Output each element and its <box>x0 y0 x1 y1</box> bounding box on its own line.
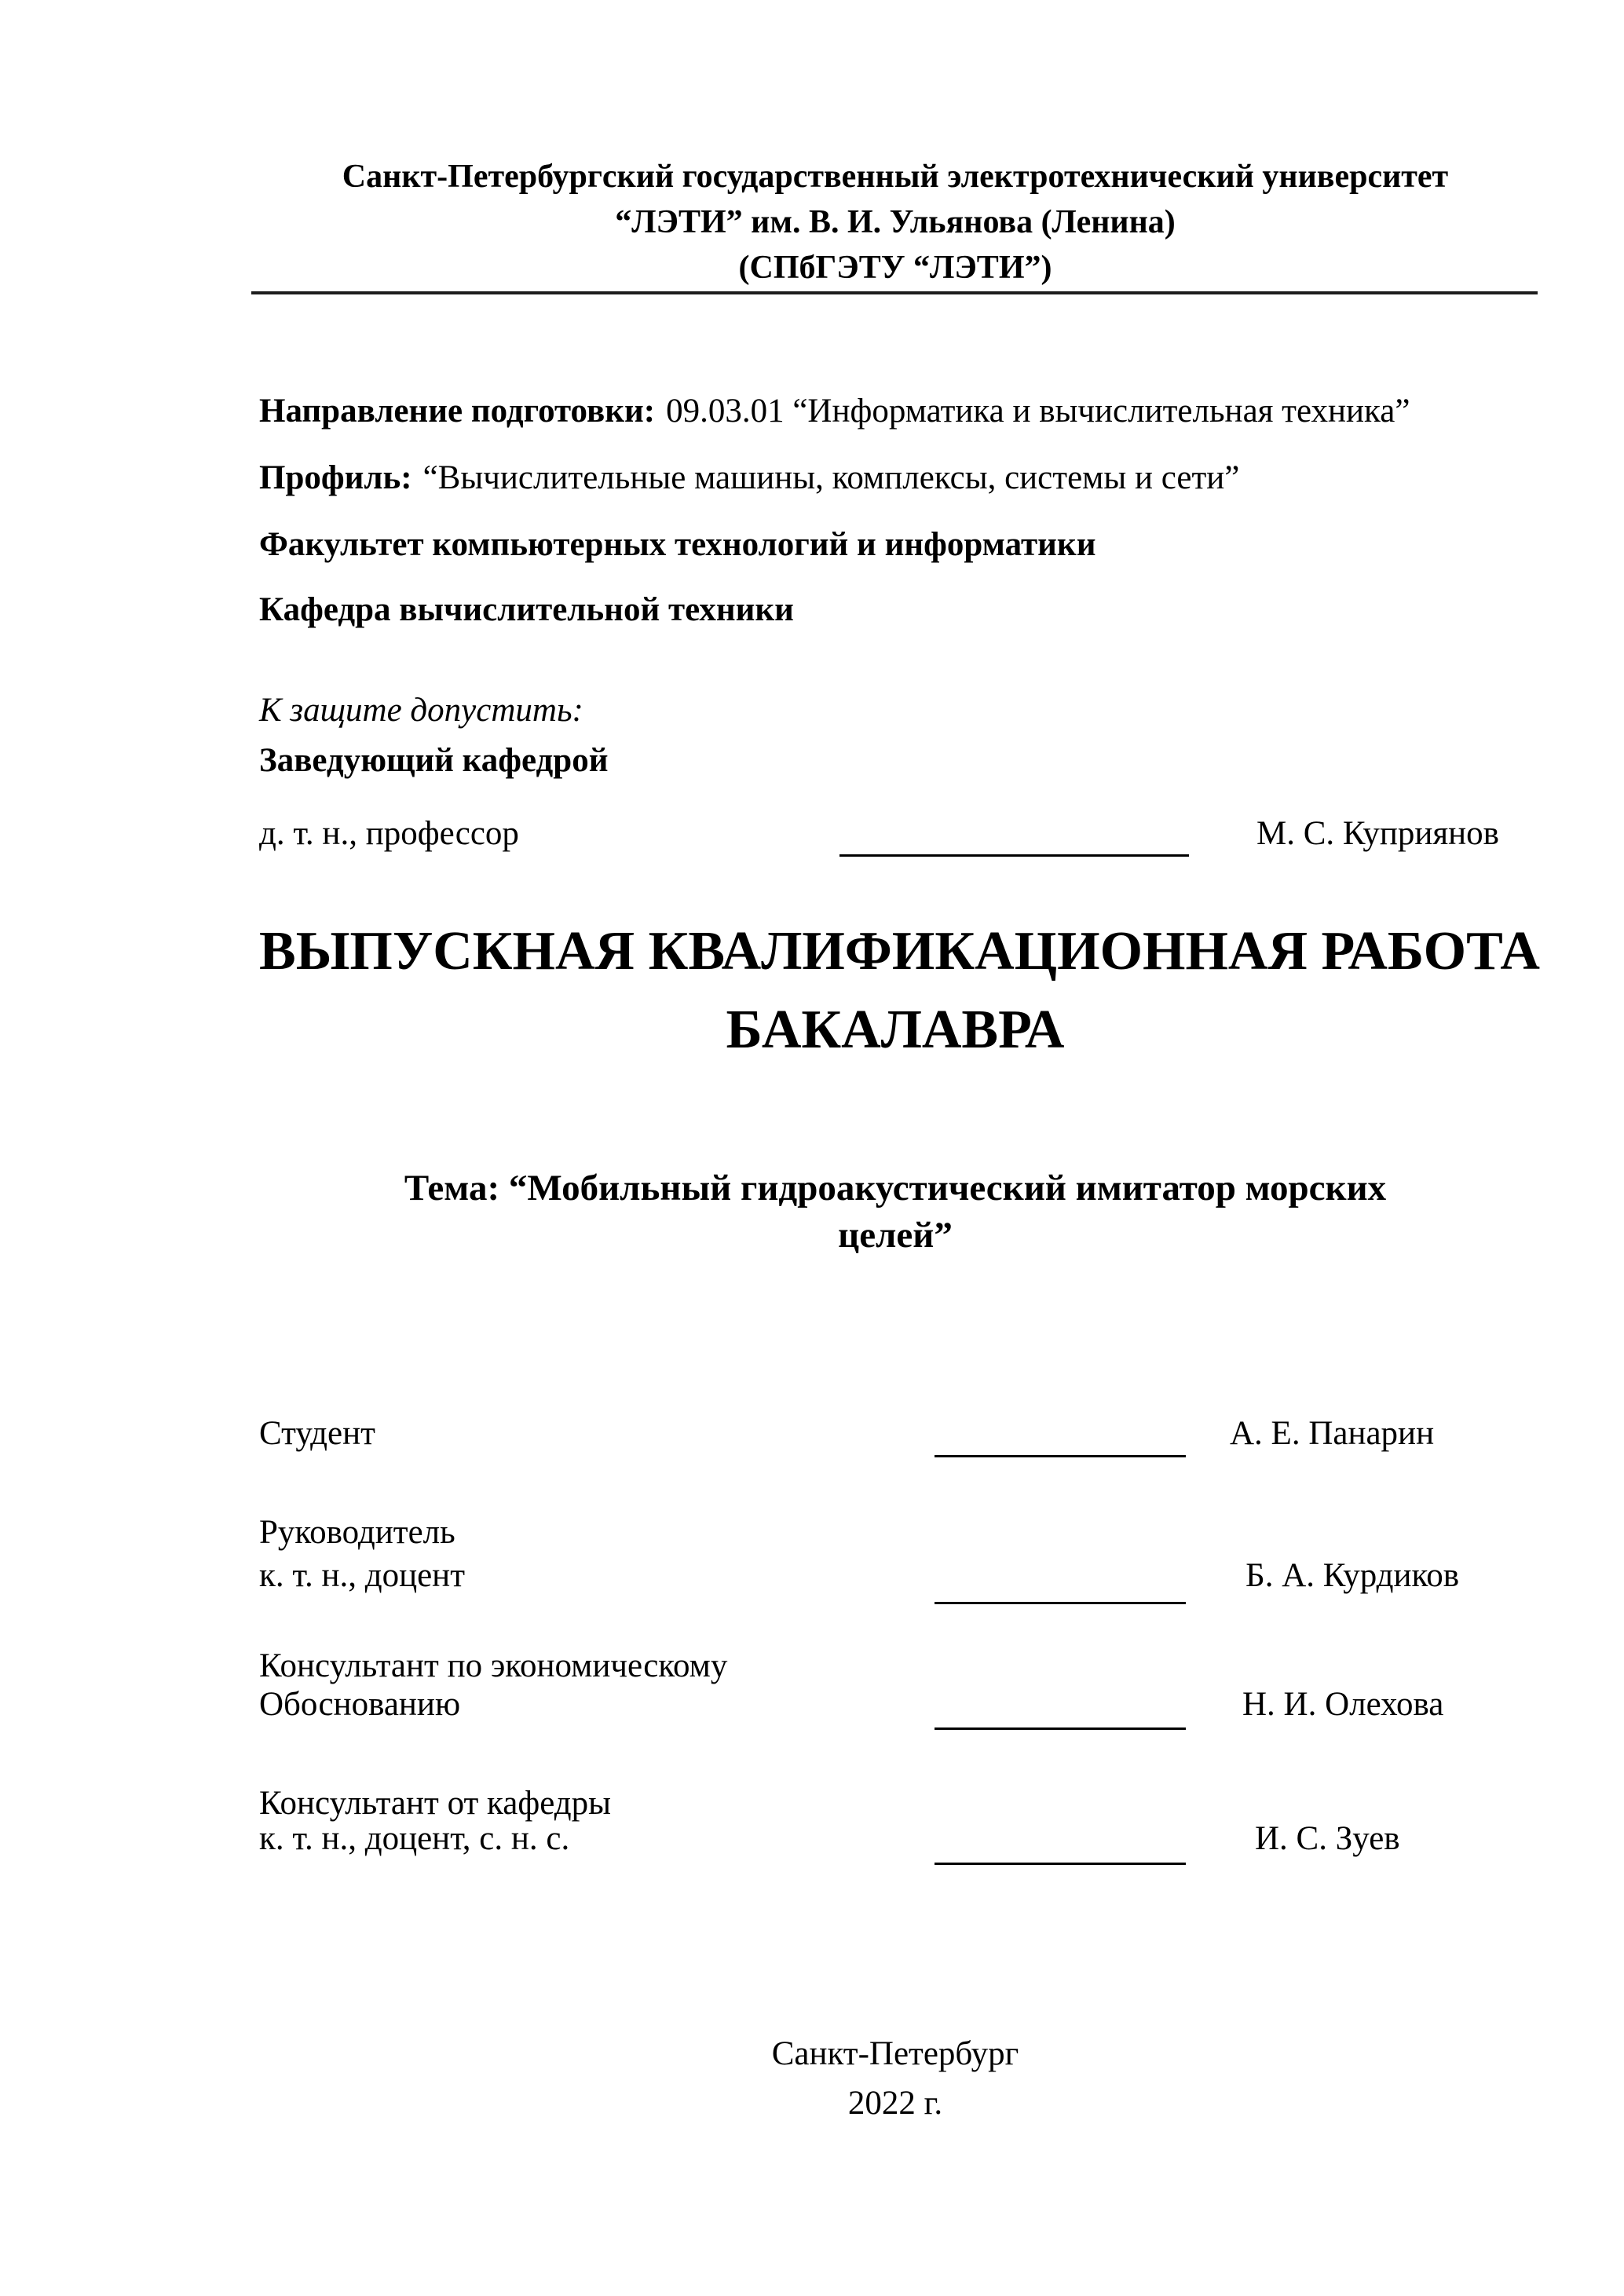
university-abbreviation: (СПбГЭТУ “ЛЭТИ”) <box>738 250 1052 286</box>
dept-consultant-signature-row <box>259 1821 1531 1860</box>
header-rule <box>251 291 1538 294</box>
econ-consultant-qualification: Обоснованию <box>259 1686 461 1723</box>
supervisor-name: Б. А. Курдиков <box>1245 1557 1460 1594</box>
university-name-line2: “ЛЭТИ” им. В. И. Ульянова (Ленина) <box>615 204 1176 240</box>
footer-city: Санкт-Петербург <box>771 2035 1019 2072</box>
direction-line <box>259 393 1531 430</box>
footer-block <box>259 2029 1531 2128</box>
dept-consultant-role: Консультант от кафедры <box>259 1785 612 1822</box>
direction-value: 09.03.01 “Информатика и вычислительная техника” <box>666 393 1410 430</box>
econ-consultant-name: Н. И. Олехова <box>1242 1686 1444 1723</box>
dept-consultant-signature-line <box>935 1863 1186 1865</box>
supervisor-signature-line <box>935 1602 1186 1604</box>
head-position-line: Заведующий кафедрой <box>259 742 609 779</box>
profile-line <box>259 460 1531 496</box>
university-header <box>259 154 1531 291</box>
profile-label: Профиль: <box>259 459 412 496</box>
work-title-line1: ВЫПУСКНАЯ КВАЛИФИКАЦИОННАЯ РАБОТА <box>259 921 1540 982</box>
work-title-line2: БАКАЛАВРА <box>726 1000 1065 1060</box>
head-degree: д. т. н., профессор <box>259 815 519 852</box>
university-name-line1: Санкт-Петербургский государственный электротехнический университет <box>342 159 1449 195</box>
econ-consultant-role: Консультант по экономическому <box>259 1647 728 1684</box>
student-signature-row <box>259 1416 1531 1455</box>
head-signature-row <box>259 816 1531 855</box>
student-signature-line <box>935 1455 1186 1457</box>
econ-consultant-signature-row <box>259 1687 1531 1726</box>
profile-value: “Вычислительные машины, комплексы, системы и сети” <box>422 459 1240 496</box>
head-name: М. С. Куприянов <box>1256 815 1499 852</box>
department-line: Кафедра вычислительной техники <box>259 591 794 628</box>
supervisor-qualification: к. т. н., доцент <box>259 1557 465 1594</box>
theme-line1: Тема: “Мобильный гидроакустический имитатор морских <box>404 1168 1387 1208</box>
dept-consultant-qualification: к. т. н., доцент, с. н. с. <box>259 1820 570 1857</box>
student-role: Студент <box>259 1415 375 1452</box>
student-name: А. Е. Панарин <box>1230 1415 1435 1452</box>
theme-line2: целей” <box>838 1215 953 1256</box>
econ-consultant-signature-line <box>935 1727 1186 1730</box>
admit-line: К защите допустить: <box>259 692 583 729</box>
dept-consultant-name: И. С. Зуев <box>1255 1820 1400 1857</box>
supervisor-signature-row <box>259 1558 1531 1597</box>
supervisor-role: Руководитель <box>259 1514 455 1551</box>
head-signature-line <box>839 854 1189 857</box>
footer-year: 2022 г. <box>847 2085 943 2122</box>
faculty-line: Факультет компьютерных технологий и информатики <box>259 526 1096 563</box>
direction-label: Направление подготовки: <box>259 393 656 430</box>
